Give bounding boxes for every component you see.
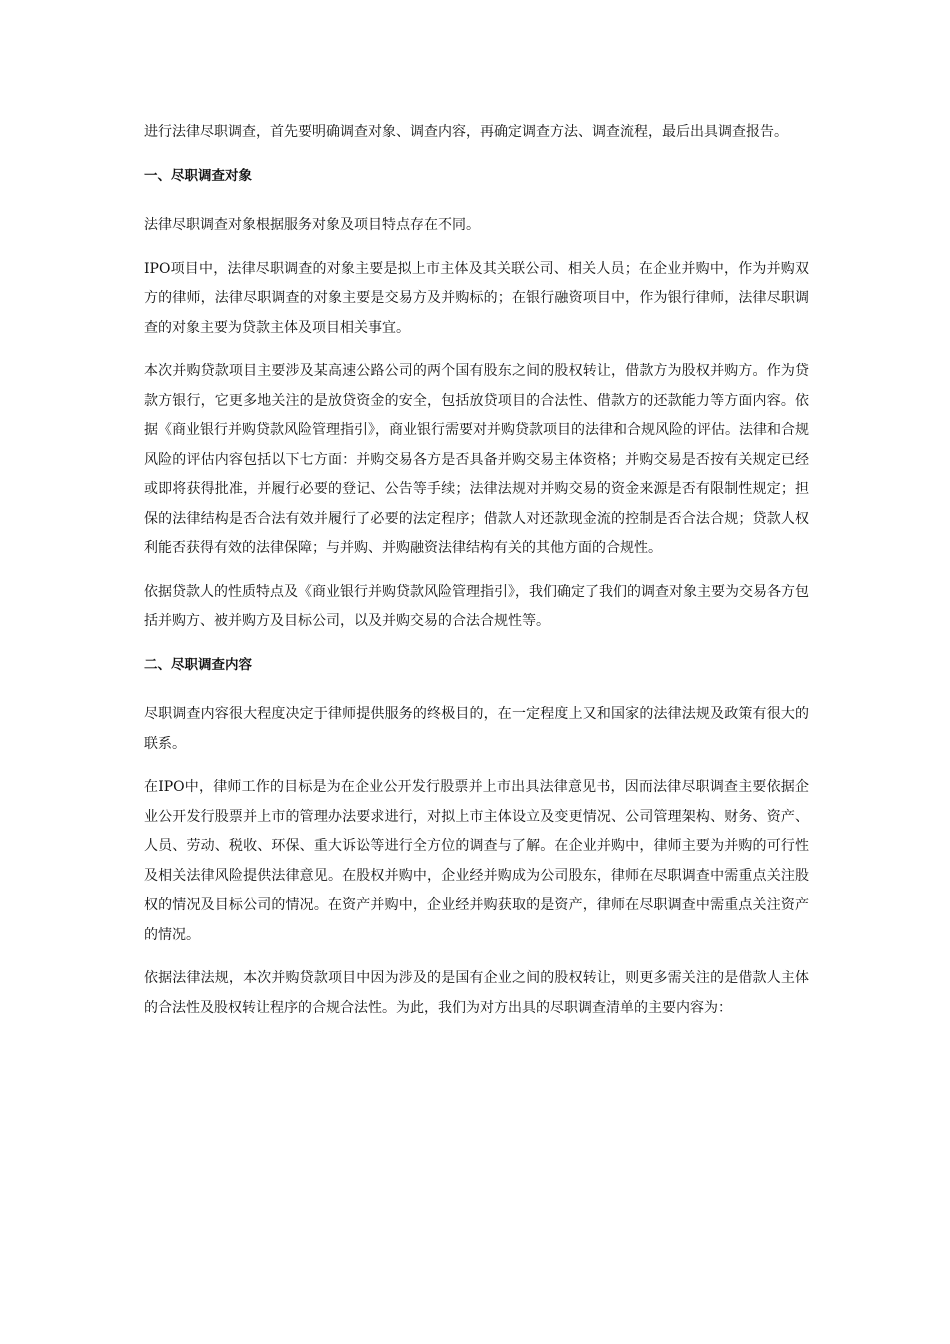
section-heading-2: 二、尽职调查内容: [144, 656, 252, 673]
intro-paragraph: 进行法律尽职调查，首先要明确调查对象、调查内容，再确定调查方法、调查流程，最后出具调查报告。: [144, 124, 788, 140]
paragraph-ipo-and-mna: 在IPO中，律师工作的目标是为在企业公开发行股票并上市出具法律意见书，因而法律尽职调查主要依据企业公开发行股票并上市的管理办法要求进行，对拟上市主体设立及变更情况、公司管理架构、财务、资产、人员、劳动、税收、环保、重大诉讼等进行全方位的调查与了解。在企业并购中，律师主要为并购的可行性及相关法律风险提供法律意见。在股权并购中，企业经并购成为公司股东，律师在尽职调查中需重点关注股权的情况及目标公司的情况。在资产并购中，企业经并购获取的是资产，律师在尽职调查中需重点关注资产的情况。: [144, 779, 809, 943]
paragraph-content-overview: 尽职调查内容很大程度决定于律师提供服务的终极目的，在一定程度上又和国家的法律法规及政策有很大的联系。: [144, 706, 809, 752]
paragraph-loan-project: 本次并购贷款项目主要涉及某高速公路公司的两个国有股东之间的股权转让，借款方为股权并购方。作为贷款方银行，它更多地关注的是放贷资金的安全，包括放贷项目的合法性、借款方的还款能力等方面内容。依据《商业银行并购贷款风险管理指引》，商业银行需要对并购贷款项目的法律和合规风险的评估。法律和合规风险的评估内容包括以下七方面：并购交易各方是否具备并购交易主体资格；并购交易是否按有关规定已经或即将获得批准，并履行必要的登记、公告等手续；法律法规对并购交易的资金来源是否有限制性规定；担保的法律结构是否合法有效并履行了必要的法定程序；借款人对还款现金流的控制是否合法合规；贷款人权利能否获得有效的法律保障；与并购、并购融资法律结构有关的其他方面的合规性。: [144, 363, 809, 556]
paragraph-scope-by-project: IPO项目中，法律尽职调查的对象主要是拟上市主体及其关联公司、相关人员；在企业并购中，作为并购双方的律师，法律尽职调查的对象主要是交易方及并购标的；在银行融资项目中，作为银行律师，法律尽职调查的对象主要为贷款主体及项目相关事宜。: [144, 260, 809, 336]
paragraph-checklist-intro: 依据法律法规，本次并购贷款项目中因为涉及的是国有企业之间的股权转让，则更多需关注的是借款人主体的合法性及股权转让程序的合规合法性。为此，我们为对方出具的尽职调查清单的主要内容为：: [144, 970, 809, 1016]
paragraph-scope-conclusion: 依据贷款人的性质特点及《商业银行并购贷款风险管理指引》，我们确定了我们的调查对象主要为交易各方包括并购方、被并购方及目标公司，以及并购交易的合法合规性等。: [144, 583, 809, 629]
paragraph-scope-overview: 法律尽职调查对象根据服务对象及项目特点存在不同。: [144, 217, 480, 233]
document-body: [144, 118, 809, 1037]
section-heading-1: 一、尽职调查对象: [144, 167, 252, 184]
